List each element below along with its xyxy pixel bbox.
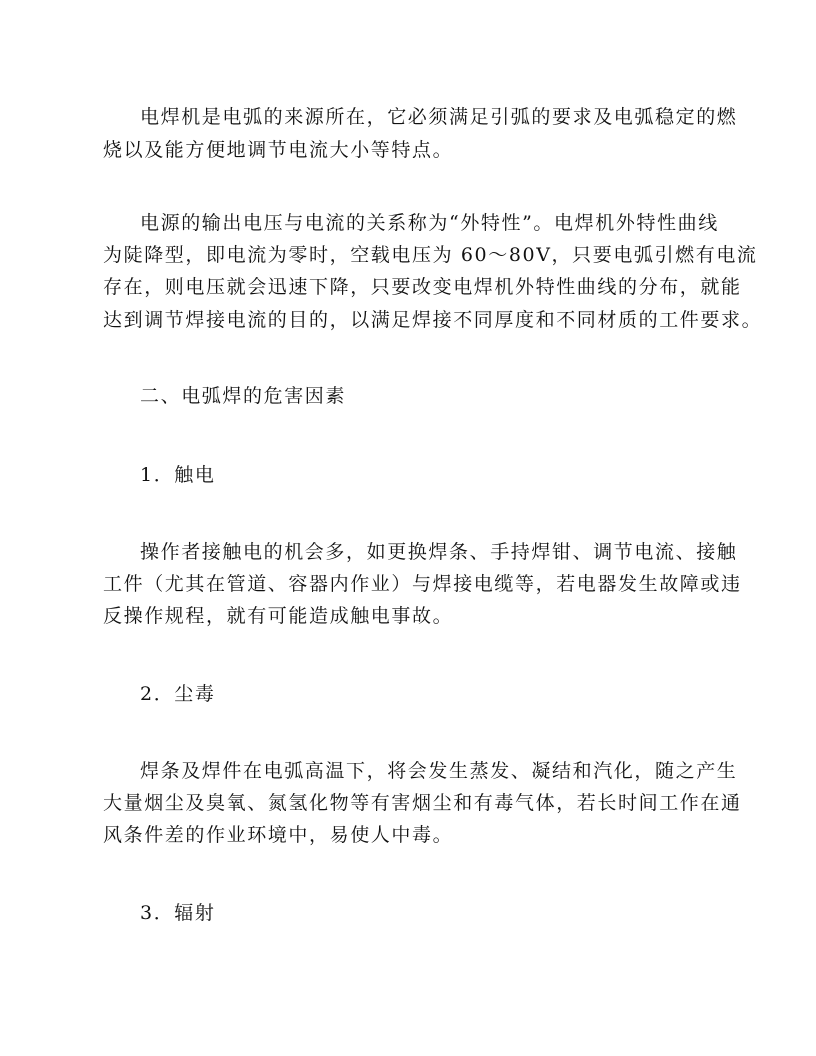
text-line: 大量烟尘及臭氧、氮氢化物等有害烟尘和有毒气体，若长时间工作在通 [103, 792, 742, 814]
text-line: 烧以及能方便地调节电流大小等特点。 [103, 139, 454, 161]
subheading-radiation: 3．辐射 [140, 902, 216, 924]
text-line: 达到调节焊接电流的目的，以满足焊接不同厚度和不同材质的工件要求。 [103, 309, 763, 331]
text-line: 焊条及焊件在电弧高温下，将会发生蒸发、凝结和汽化，随之产生 [140, 760, 738, 782]
text-line: 风条件差的作业环境中，易使人中毒。 [103, 824, 454, 846]
text-line: 电源的输出电压与电流的关系称为“外特性”。电焊机外特性曲线 [140, 212, 719, 234]
text-line: 为陡降型，即电流为零时，空载电压为 60～80V，只要电弧引燃有电流 [103, 244, 758, 266]
section-heading: 二、电弧焊的危害因素 [140, 385, 347, 407]
text-line: 反操作规程，就有可能造成触电事故。 [103, 605, 454, 627]
text-line: 操作者接触电的机会多，如更换焊条、手持焊钳、调节电流、接触 [140, 541, 738, 563]
text-line: 存在，则电压就会迅速下降，只要改变电焊机外特性曲线的分布，就能 [103, 276, 742, 298]
text-line: 电焊机是电弧的来源所在，它必须满足引弧的要求及电弧稳定的燃 [140, 106, 738, 128]
text-line: 工件（尤其在管道、容器内作业）与焊接电缆等，若电器发生故障或违 [103, 573, 742, 595]
subheading-electric-shock: 1．触电 [140, 464, 216, 486]
subheading-dust-toxins: 2．尘毒 [140, 683, 216, 705]
